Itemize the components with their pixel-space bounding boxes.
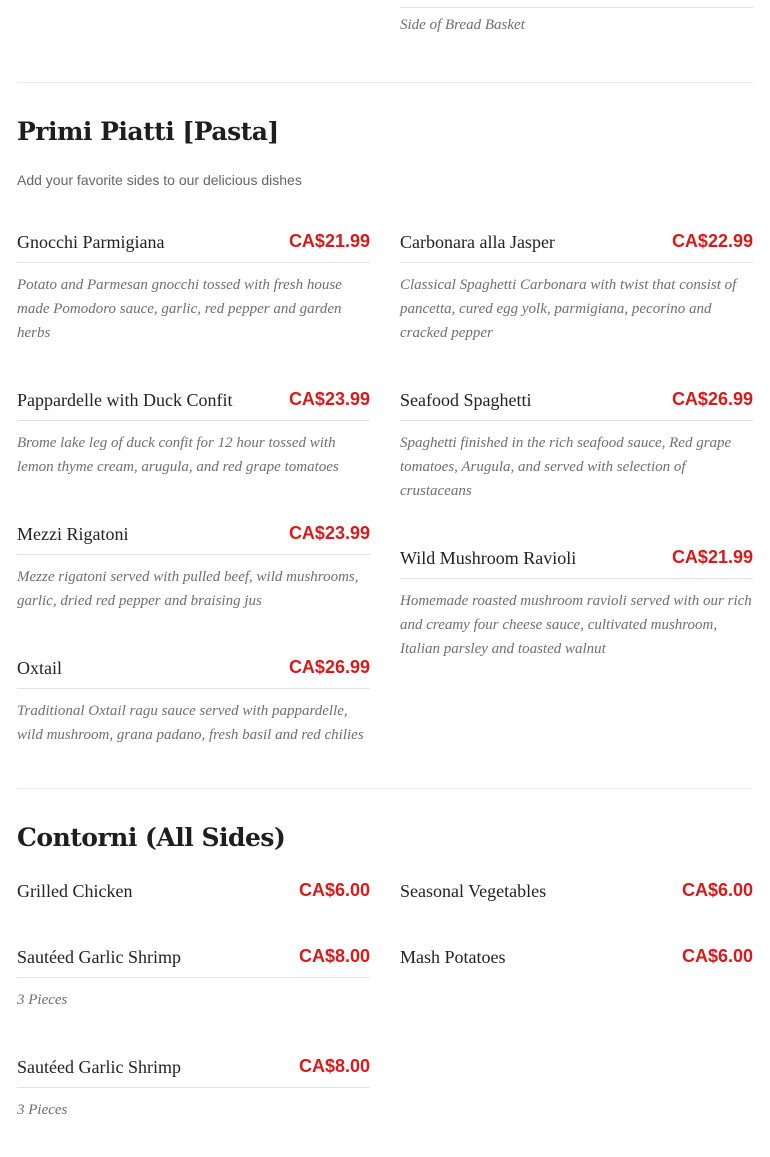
item-name: Sautéed Garlic Shrimp <box>17 1057 181 1077</box>
item-name: Pappardelle with Duck Confit <box>17 390 233 410</box>
item-price: CA$8.00 <box>298 1056 370 1076</box>
item-description: Traditional Oxtail ragu sauce served with pappardelle, wild mushroom, grana padano, fresh basil and red chilies <box>17 703 364 743</box>
section-subtitle: Add your favorite sides to our delicious dishes <box>17 172 302 188</box>
item-divider <box>400 7 753 8</box>
menu-item-seafood-spaghetti <box>400 388 753 503</box>
item-description: Spaghetti finished in the rich seafood sauce, Red grape tomatoes, Arugula, and served with selection of crustaceans <box>400 435 732 499</box>
item-name: Mash Potatoes <box>400 947 506 967</box>
item-description: 3 Pieces <box>17 992 68 1008</box>
item-name: Carbonara alla Jasper <box>400 232 555 252</box>
menu-item-gnocchi-parmigiana <box>17 230 370 345</box>
item-description: Classical Spaghetti Carbonara with twist that consist of pancetta, cured egg yolk, parmigiana, pecorino and cracked pepper <box>400 277 737 341</box>
menu-item-wild-mushroom-ravioli <box>400 546 753 661</box>
item-description: Side of Bread Basket <box>400 17 525 33</box>
item-description: Brome lake leg of duck confit for 12 hour tossed with lemon thyme cream, arugula, and red grape tomatoes <box>17 435 339 475</box>
item-price: CA$6.00 <box>681 880 753 900</box>
menu-item-sauteed-garlic-shrimp <box>17 1055 370 1122</box>
menu-item-carbonara <box>400 230 753 345</box>
item-description: Mezze rigatoni served with pulled beef, wild mushrooms, garlic, dried red pepper and braising jus <box>17 569 359 609</box>
item-name: Wild Mushroom Ravioli <box>400 548 577 568</box>
item-price: CA$23.99 <box>288 523 370 543</box>
item-name: Seafood Spaghetti <box>400 390 532 410</box>
menu-item-oxtail <box>17 656 370 747</box>
item-name: Seasonal Vegetables <box>400 881 547 901</box>
menu-item-seasonal-vegetables <box>400 879 753 911</box>
section-divider <box>17 82 753 83</box>
item-description: 3 Pieces <box>17 1102 68 1118</box>
section-title-pasta: Primi Piatti [Pasta] <box>17 117 279 146</box>
item-name: Oxtail <box>17 658 62 678</box>
item-description: Homemade roasted mushroom ravioli served with our rich and creamy four cheese sauce, cultivated mushroom, Italian parsley and toasted walnut <box>400 593 752 657</box>
item-description: Potato and Parmesan gnocchi tossed with fresh house made Pomodoro sauce, garlic, red pepper and garden herbs <box>17 277 342 341</box>
item-price: CA$8.00 <box>298 946 370 966</box>
menu-item-grilled-chicken <box>17 879 370 911</box>
section-divider <box>17 788 753 789</box>
item-price: CA$21.99 <box>671 547 753 567</box>
item-price: CA$22.99 <box>671 231 753 251</box>
item-price: CA$26.99 <box>288 657 370 677</box>
item-price: CA$26.99 <box>671 389 753 409</box>
menu-item-mash-potatoes <box>400 945 753 977</box>
section-title-sides: Contorni (All Sides) <box>17 823 286 852</box>
item-name: Grilled Chicken <box>17 881 133 901</box>
item-price: CA$21.99 <box>288 231 370 251</box>
menu-item-sauteed-garlic-shrimp <box>17 945 370 1012</box>
item-price: CA$6.00 <box>298 880 370 900</box>
item-name: Gnocchi Parmigiana <box>17 232 165 252</box>
menu-item-pappardelle <box>17 388 370 479</box>
item-price: CA$23.99 <box>288 389 370 409</box>
menu-item-mezzi-rigatoni <box>17 522 370 613</box>
item-price: CA$6.00 <box>681 946 753 966</box>
item-name: Sautéed Garlic Shrimp <box>17 947 181 967</box>
item-name: Mezzi Rigatoni <box>17 524 129 544</box>
